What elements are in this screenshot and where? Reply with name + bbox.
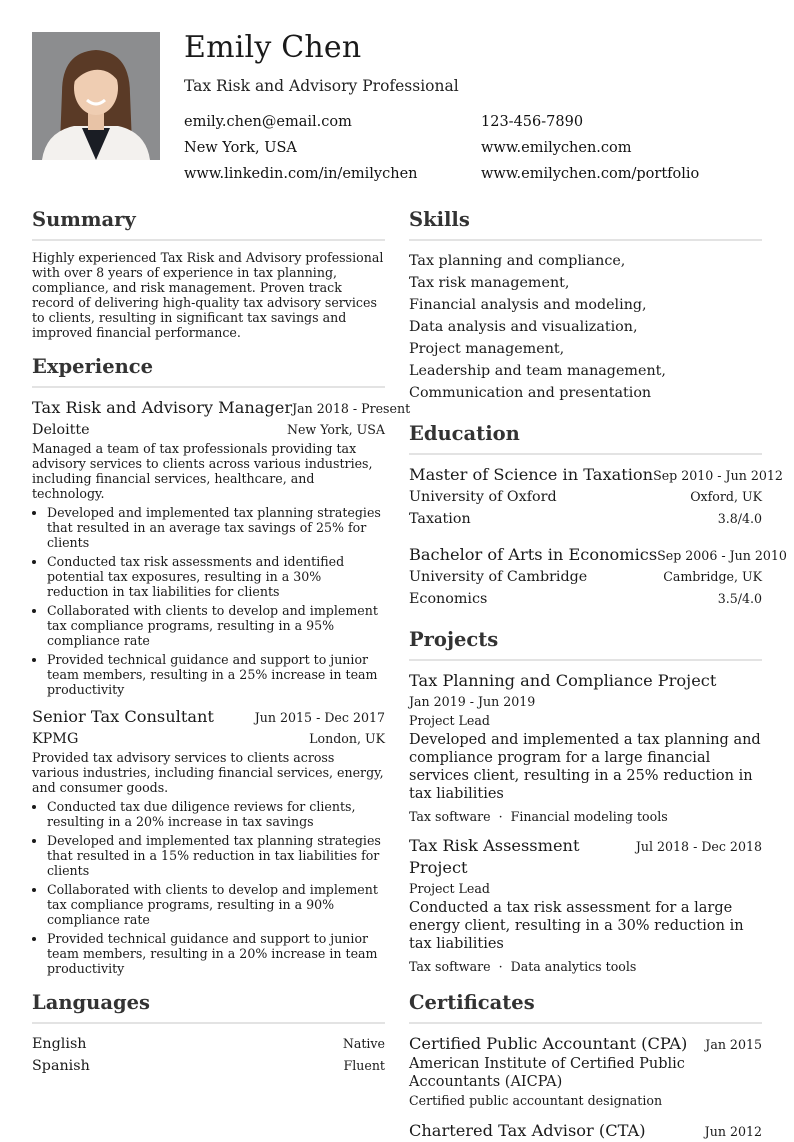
- job-bullet: • Conducted tax risk assessments and identified potential tax exposures, resulting in a 30% reduction in tax liabilities for clients: [47, 554, 385, 599]
- contact-website[interactable]: www.emilychen.com: [481, 140, 632, 156]
- section-divider: [409, 1022, 762, 1024]
- projects-heading: Projects: [409, 628, 499, 651]
- tag-separator: ·: [498, 809, 503, 824]
- job-location: New York, USA: [286, 422, 385, 437]
- project-dates: Jan 2019 - Jun 2019: [409, 694, 536, 709]
- certificate-issuer: American Institute of Certified Public Accountants (AICPA): [409, 1056, 685, 1090]
- education-field: Economics: [409, 591, 488, 607]
- job-dates: Jan 2018 - Present: [292, 401, 411, 416]
- education-location: Oxford, UK: [690, 489, 762, 504]
- projects-section: [409, 627, 762, 975]
- job-bullet: • Provided technical guidance and support to junior team members, resulting in a 25% increase in team productivity: [47, 652, 385, 697]
- section-divider: [409, 239, 762, 241]
- certificate-title: Certified Public Accountant (CPA): [409, 1034, 688, 1053]
- skill-item: Tax planning and compliance,: [409, 253, 626, 269]
- project-entry: [409, 835, 762, 975]
- job-description: Provided tax advisory services to clients across various industries, including financial services, energy, and consumer goods.: [32, 750, 384, 795]
- education-location: Cambridge, UK: [663, 569, 762, 584]
- skill-item: Tax risk management,: [409, 275, 570, 291]
- certificate-date: Jun 2012: [704, 1124, 762, 1139]
- education-dates: Sep 2006 - Jun 2010: [657, 548, 787, 563]
- project-tags: [409, 958, 762, 975]
- education-field: Taxation: [409, 511, 471, 527]
- skill-item: Data analysis and visualization,: [409, 319, 638, 335]
- profile-photo: [32, 32, 160, 160]
- education-degree: Bachelor of Arts in Economics: [409, 545, 658, 564]
- education-section: [409, 421, 787, 610]
- language-level: Native: [342, 1036, 385, 1051]
- section-divider: [409, 453, 762, 455]
- project-tags: [409, 808, 762, 825]
- languages-section: [32, 990, 385, 1077]
- job-entry: [32, 706, 385, 976]
- project-role: Project Lead: [409, 881, 490, 896]
- section-divider: [409, 659, 762, 661]
- summary-heading: Summary: [32, 208, 136, 231]
- headline: Tax Risk and Advisory Professional: [184, 77, 459, 95]
- candidate-name: Emily Chen: [184, 30, 362, 65]
- skills-heading: Skills: [409, 208, 470, 231]
- contact-email[interactable]: emily.chen@email.com: [184, 114, 352, 130]
- education-school: University of Oxford: [409, 489, 557, 505]
- certificate-date: Jan 2015: [705, 1037, 762, 1052]
- job-bullet: • Developed and implemented tax planning strategies that resulted in an average tax savings of 25% for clients: [47, 505, 385, 550]
- project-description: Conducted a tax risk assessment for a large energy client, resulting in a 30% reduction in tax liabilities: [409, 900, 744, 952]
- summary-section: [32, 207, 385, 340]
- section-divider: [32, 239, 385, 241]
- education-gpa: 3.5/4.0: [717, 591, 762, 606]
- experience-section: [32, 354, 411, 976]
- contact-phone[interactable]: 123-456-7890: [481, 114, 584, 130]
- job-title: Tax Risk and Advisory Manager: [32, 398, 293, 417]
- certificates-heading: Certificates: [409, 991, 535, 1014]
- education-degree: Master of Science in Taxation: [409, 465, 654, 484]
- job-company: Deloitte: [32, 422, 90, 438]
- education-dates: Sep 2010 - Jun 2012: [653, 468, 783, 483]
- project-title: Tax Planning and Compliance Project: [409, 671, 717, 690]
- project-title: Tax Risk Assessment Project: [409, 836, 580, 877]
- certificate-entry: [409, 1033, 762, 1111]
- project-role: Project Lead: [409, 713, 490, 728]
- tag-separator: ·: [498, 959, 503, 974]
- skill-item: Communication and presentation: [409, 385, 652, 401]
- job-bullet: • Collaborated with clients to develop and implement tax compliance programs, resulting in a 90% compliance rate: [47, 882, 385, 927]
- job-entry: [32, 397, 411, 697]
- education-entry: [409, 464, 783, 530]
- certificate-entry: [409, 1120, 762, 1142]
- experience-heading: Experience: [32, 355, 154, 378]
- education-school: University of Cambridge: [409, 569, 588, 585]
- job-title: Senior Tax Consultant: [32, 707, 214, 726]
- job-bullet: • Provided technical guidance and support to junior team members, resulting in a 20% increase in team productivity: [47, 931, 385, 976]
- skill-item: Project management,: [409, 341, 565, 357]
- left-column: [32, 207, 411, 1077]
- job-bullet: • Conducted tax due diligence reviews for clients, resulting in a 20% increase in tax savings: [47, 799, 385, 829]
- job-bullet: • Collaborated with clients to develop and implement tax compliance programs, resulting in a 95% compliance rate: [47, 603, 385, 648]
- education-entry: [409, 544, 787, 610]
- certificate-description: Certified public accountant designation: [409, 1093, 663, 1108]
- project-dates: Jul 2018 - Dec 2018: [635, 839, 762, 854]
- skills-section: [409, 207, 762, 404]
- job-bullets: [32, 799, 385, 976]
- job-dates: Jun 2015 - Dec 2017: [254, 710, 385, 725]
- job-bullets: [32, 505, 385, 697]
- languages-heading: Languages: [32, 991, 150, 1014]
- contact-linkedin[interactable]: www.linkedin.com/in/emilychen: [184, 166, 418, 182]
- project-entry: [409, 670, 762, 825]
- language-name: English: [32, 1036, 87, 1052]
- right-column: [409, 207, 787, 1142]
- certificates-section: [409, 990, 762, 1142]
- language-item: [32, 1055, 385, 1077]
- project-tag: Financial modeling tools: [510, 809, 668, 824]
- project-description: Developed and implemented a tax planning and compliance program for a large financial services client, resulting in a 25% reduction in tax liabilities: [409, 732, 761, 802]
- project-tag: Data analytics tools: [510, 959, 637, 974]
- section-divider: [32, 1022, 385, 1024]
- section-divider: [32, 386, 385, 388]
- project-tag: Tax software: [409, 959, 491, 974]
- skill-item: Leadership and team management,: [409, 363, 666, 379]
- certificate-title: Chartered Tax Advisor (CTA): [409, 1121, 646, 1140]
- profile-photo-illustration: [32, 32, 160, 160]
- job-company: KPMG: [32, 731, 79, 747]
- project-tag: Tax software: [409, 809, 491, 824]
- summary-text: Highly experienced Tax Risk and Advisory professional with over 8 years of experience in tax planning, compliance, and risk management. Proven track record of delivering high-quality tax advisory services to clients, resulting in significant tax savings and improved financial performance.: [32, 250, 384, 340]
- education-heading: Education: [409, 422, 520, 445]
- job-description: Managed a team of tax professionals providing tax advisory services to clients across various industries, including financial services, healthcare, and technology.: [32, 441, 373, 501]
- language-level: Fluent: [343, 1058, 385, 1073]
- language-item: [32, 1033, 385, 1055]
- job-bullet: • Developed and implemented tax planning strategies that resulted in a 15% reduction in tax liabilities for clients: [47, 833, 385, 878]
- contact-portfolio[interactable]: www.emilychen.com/portfolio: [481, 166, 700, 182]
- education-gpa: 3.8/4.0: [717, 511, 762, 526]
- job-location: London, UK: [309, 731, 385, 746]
- skill-item: Financial analysis and modeling,: [409, 297, 647, 313]
- contact-location: New York, USA: [184, 140, 297, 156]
- language-name: Spanish: [32, 1058, 90, 1074]
